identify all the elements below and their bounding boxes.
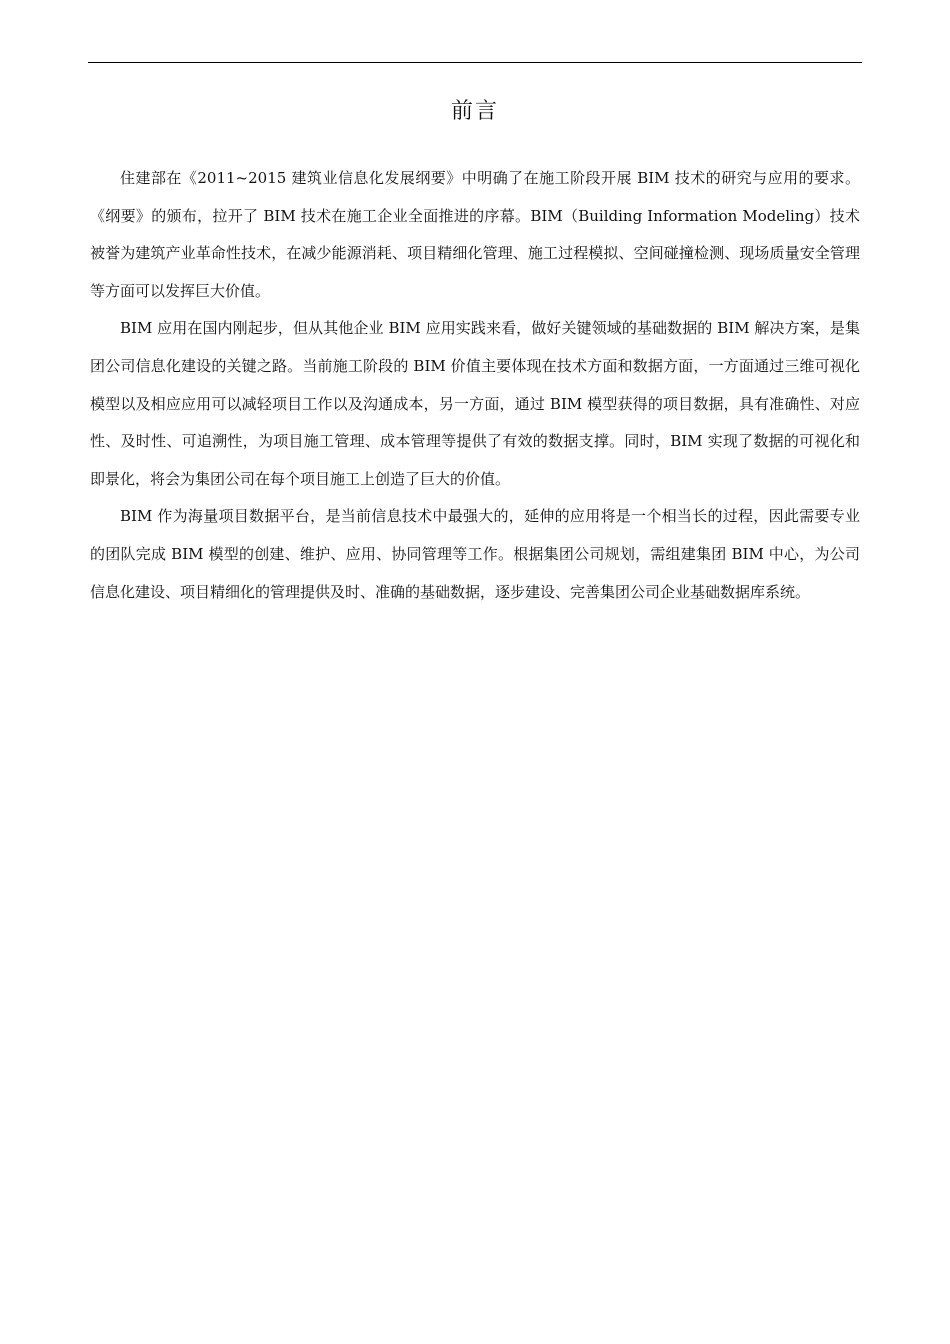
body-text bbox=[90, 160, 860, 611]
header-rule bbox=[88, 62, 862, 63]
paragraph-3: BIM 作为海量项目数据平台，是当前信息技术中最强大的，延伸的应用将是一个相当长的过程，因此需要专业的团队完成 BIM 模型的创建、维护、应用、协同管理等工作。根据集团公司规划，需组建集团 BIM 中心，为公司信息化建设、项目精细化的管理提供及时、准确的基础数据，逐步建设、完善集团公司企业基础数据库系统。 bbox=[90, 507, 860, 601]
paragraph-2: BIM 应用在国内刚起步，但从其他企业 BIM 应用实践来看，做好关键领域的基础数据的 BIM 解决方案，是集团公司信息化建设的关键之路。当前施工阶段的 BIM 价值主要体现在技术方面和数据方面，一方面通过三维可视化模型以及相应应用可以减轻项目工作以及沟通成本，另一方面，通过 BIM 模型获得的项目数据，具有准确性、对应性、及时性、可追溯性，为项目施工管理、成本管理等提供了有效的数据支撑。同时，BIM 实现了数据的可视化和即景化，将会为集团公司在每个项目施工上创造了巨大的价值。 bbox=[90, 319, 860, 488]
paragraph-1: 住建部在《2011~2015 建筑业信息化发展纲要》中明确了在施工阶段开展 BIM 技术的研究与应用的要求。《纲要》的颁布，拉开了 BIM 技术在施工企业全面推进的序幕。BIM（Building Information Modeling）技术被誉为建筑产业革命性技术，在减少能源消耗、项目精细化管理、施工过程模拟、空间碰撞检测、现场质量安全管理等方面可以发挥巨大价值。 bbox=[90, 169, 860, 300]
page-title: 前言 bbox=[450, 99, 499, 124]
